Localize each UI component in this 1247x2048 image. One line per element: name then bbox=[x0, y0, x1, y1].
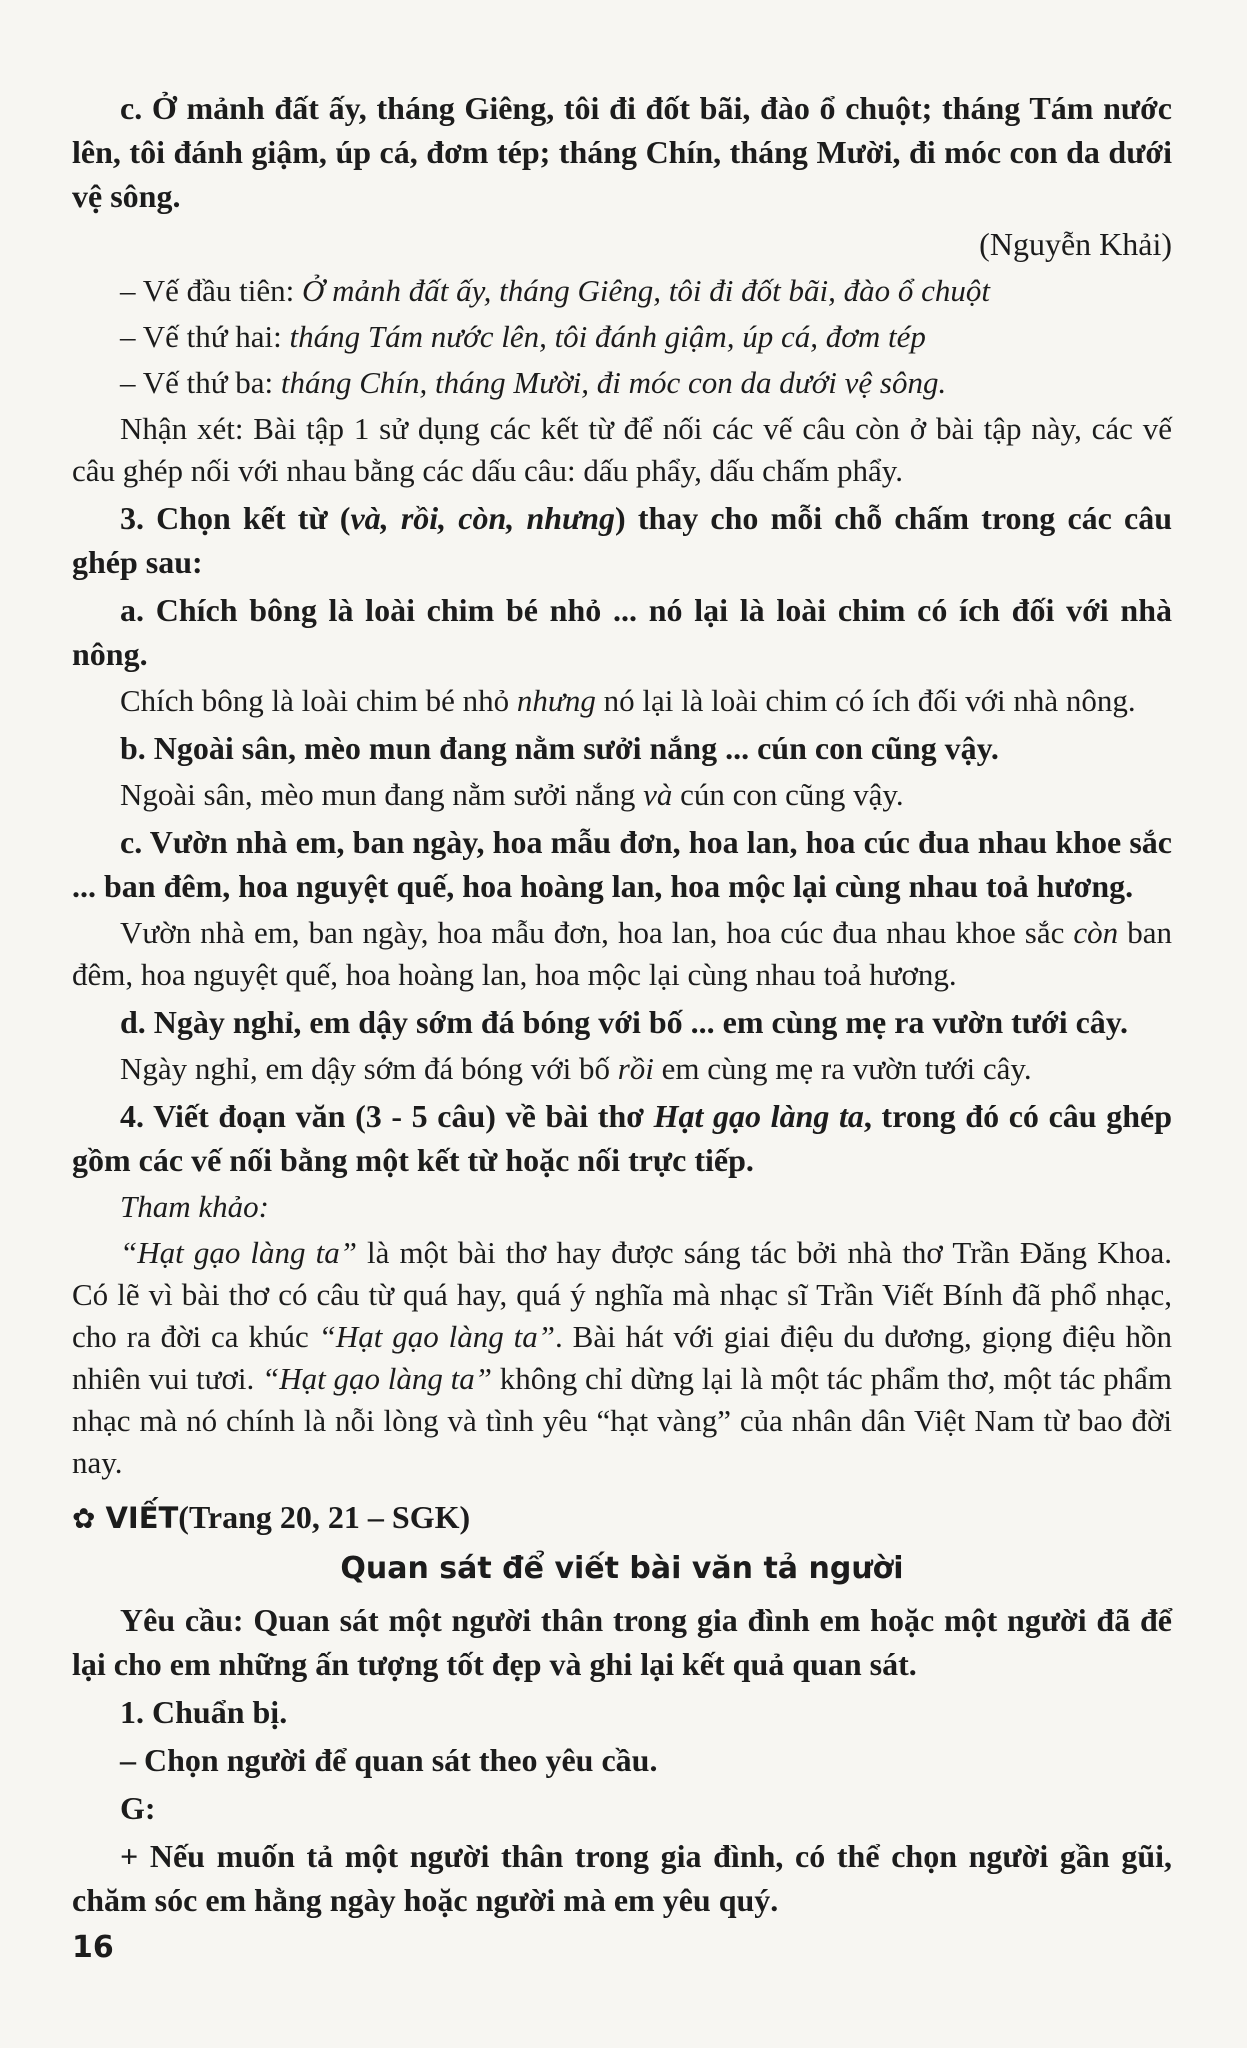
ref-text-2: . Bài hát với giai điệu du dương, giọng điệu hồn nhiên vui tươi. bbox=[72, 1319, 1172, 1396]
hint-text: + Nếu muốn tả một người thân trong gia đình, có thể chọn người gần gũi, chăm sóc em hằng ngày hoặc người mà em yêu quý. bbox=[72, 1838, 1172, 1918]
answer-b-part1: Ngoài sân, mèo mun đang nằm sưởi nắng bbox=[120, 777, 644, 812]
ref-poem-3: “Hạt gạo làng ta” bbox=[261, 1361, 492, 1396]
clause-1-text: Ở mảnh đất ấy, tháng Giêng, tôi đi đốt bãi, đào ổ chuột bbox=[301, 273, 990, 308]
exercise-3b-question: b. Ngoài sân, mèo mun đang nằm sưởi nắng ... cún con cũng vậy. bbox=[120, 730, 999, 766]
exercise-3-title-b: ) thay cho mỗi chỗ chấm trong các câu ghép sau: bbox=[72, 500, 1173, 580]
answer-a-part1: Chích bông là loài chim bé nhỏ bbox=[120, 683, 517, 718]
choose-person: – Chọn người để quan sát theo yêu cầu. bbox=[120, 1742, 658, 1778]
page-number: 16 bbox=[72, 1930, 114, 1965]
writing-heading-pages: (Trang 20, 21 – SGK) bbox=[178, 1499, 471, 1535]
ref-text-1: là một bài thơ hay được sáng tác bởi nhà thơ Trần Đăng Khoa. Có lẽ vì bài thơ có câu từ quá hay, quá ý nghĩa mà nhạc sĩ Trần Viết Bính đã phổ nhạc, cho ra đời ca khúc bbox=[72, 1235, 1172, 1354]
ref-poem-2: “Hạt gạo làng ta” bbox=[318, 1319, 556, 1354]
writing-heading: VIẾT bbox=[105, 1501, 179, 1535]
exercise-3d-answer bbox=[72, 1048, 1172, 1090]
exercise-3d-question: d. Ngày nghỉ, em dậy sớm đá bóng với bố ... em cùng mẹ ra vườn tưới cây. bbox=[120, 1004, 1129, 1040]
step-1: 1. Chuẩn bị. bbox=[120, 1694, 288, 1730]
reference-label bbox=[72, 1186, 1172, 1228]
exercise-4-title bbox=[72, 1094, 1172, 1182]
ref-text-3: không chỉ dừng lại là một tác phẩm thơ, một tác phẩm nhạc mà nó chính là nỗi lòng và tình yêu “hạt vàng” của nhân dân Việt Nam từ bao đời nay. bbox=[72, 1361, 1172, 1480]
clause-3-text: tháng Chín, tháng Mười, đi móc con da dưới vệ sông. bbox=[280, 365, 947, 400]
exercise-3a-answer bbox=[72, 680, 1172, 722]
hint-label: G: bbox=[120, 1790, 156, 1826]
poem-title: Hạt gạo làng ta bbox=[653, 1098, 864, 1134]
exercise-3-title-a: 3. Chọn kết từ ( bbox=[120, 500, 351, 536]
exercise-3-title-words: và, rồi, còn, nhưng bbox=[350, 500, 616, 536]
writing-title: Quan sát để viết bài văn tả người bbox=[340, 1551, 904, 1586]
answer-b-word: và bbox=[643, 777, 673, 812]
exercise-c-prompt: c. Ở mảnh đất ấy, tháng Giêng, tôi đi đốt bãi, đào ổ chuột; tháng Tám nước lên, tôi đánh giậm, úp cá, đơm tép; tháng Chín, tháng Mười, đi móc con da dưới vệ sông. bbox=[72, 90, 1172, 214]
answer-d-part2: em cùng mẹ ra vườn tưới cây. bbox=[653, 1051, 1032, 1086]
writing-section-heading bbox=[72, 1494, 1172, 1542]
exercise-3-title bbox=[72, 496, 1172, 584]
exercise-4-title-b: , trong đó có câu ghép gồm các vế nối bằng một kết từ hoặc nối trực tiếp. bbox=[72, 1098, 1173, 1178]
answer-a-part2: nó lại là loài chim có ích đối với nhà nông. bbox=[595, 683, 1136, 718]
clause-3-label: – Vế thứ ba: bbox=[120, 365, 281, 400]
exercise-3b-answer bbox=[72, 774, 1172, 816]
answer-d-word: rồi bbox=[617, 1051, 654, 1086]
reference-paragraph bbox=[72, 1232, 1172, 1484]
answer-a-word: nhưng bbox=[516, 683, 596, 718]
ref-poem-1: “Hạt gạo làng ta” bbox=[120, 1235, 357, 1270]
clause-3 bbox=[72, 362, 1172, 404]
exercise-3a-question: a. Chích bông là loài chim bé nhỏ ... nó lại là loài chim có ích đối với nhà nông. bbox=[72, 592, 1172, 672]
answer-c-part2: ban đêm, hoa nguyệt quế, hoa hoàng lan, hoa mộc lại cùng nhau toả hương. bbox=[72, 915, 1173, 992]
clause-2-text: tháng Tám nước lên, tôi đánh giậm, úp cá, đơm tép bbox=[289, 319, 926, 354]
answer-c-part1: Vườn nhà em, ban ngày, hoa mẫu đơn, hoa lan, hoa cúc đua nhau khoe sắc bbox=[120, 915, 1074, 950]
page-content bbox=[72, 86, 1172, 1926]
source-citation: (Nguyễn Khải) bbox=[979, 226, 1172, 262]
clause-1 bbox=[72, 270, 1172, 312]
exercise-4-title-a: 4. Viết đoạn văn (3 - 5 câu) về bài thơ bbox=[120, 1098, 654, 1134]
clause-1-label: – Vế đầu tiên: bbox=[120, 273, 302, 308]
answer-d-part1: Ngày nghỉ, em dậy sớm đá bóng với bố bbox=[120, 1051, 618, 1086]
clause-2 bbox=[72, 316, 1172, 358]
remark: Nhận xét: Bài tập 1 sử dụng các kết từ để nối các vế câu còn ở bài tập này, các vế câu ghép nối với nhau bằng các dấu câu: dấu phẩy, dấu chấm phẩy. bbox=[72, 411, 1172, 488]
requirement: Yêu cầu: Quan sát một người thân trong gia đình em hoặc một người đã để lại cho em những ấn tượng tốt đẹp và ghi lại kết quả quan sát. bbox=[72, 1602, 1172, 1682]
answer-c-word: còn bbox=[1073, 915, 1119, 950]
answer-b-part2: cún con cũng vậy. bbox=[672, 777, 904, 812]
reference-label-text: Tham khảo: bbox=[120, 1189, 269, 1224]
exercise-3c-question: c. Vườn nhà em, ban ngày, hoa mẫu đơn, hoa lan, hoa cúc đua nhau khoe sắc ... ban đêm, hoa nguyệt quế, hoa hoàng lan, hoa mộc lại cùng nhau toả hương. bbox=[72, 824, 1172, 904]
clause-2-label: – Vế thứ hai: bbox=[120, 319, 290, 354]
exercise-3c-answer bbox=[72, 912, 1172, 996]
flower-icon: ✿ bbox=[72, 1502, 96, 1535]
